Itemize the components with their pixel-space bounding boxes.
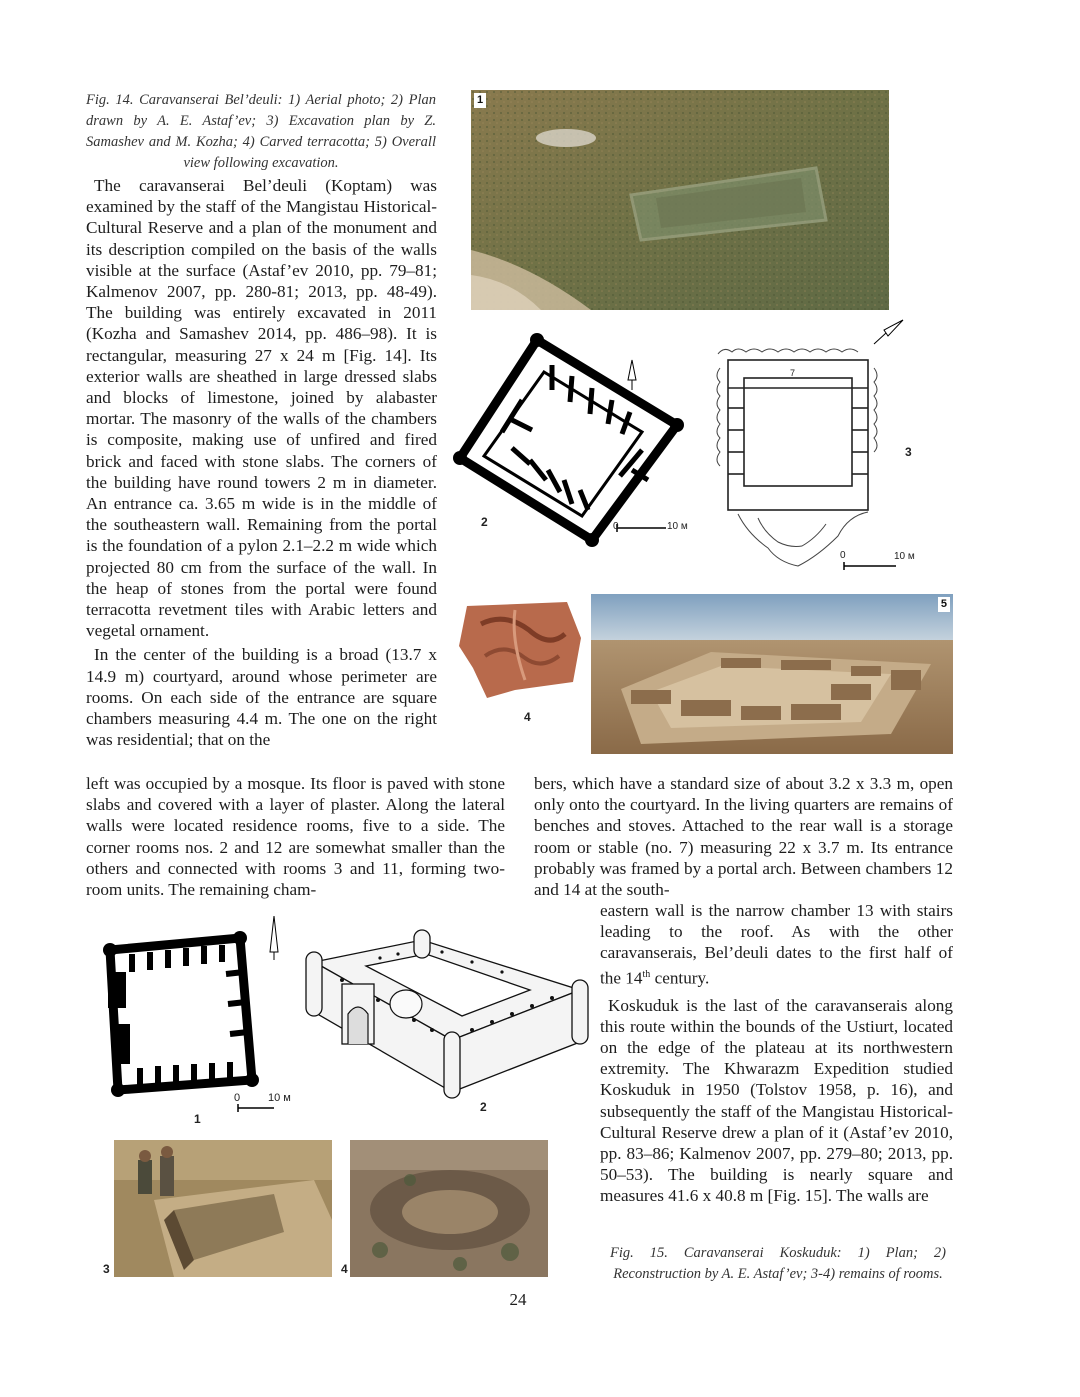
carved-terracotta-photo (455, 598, 585, 728)
koskuduk-reconstruction (302, 922, 592, 1122)
fig14-label-2: 2 (481, 515, 488, 529)
fig15-caption: Fig. 15. Caravanserai Koskuduk: 1) Plan; 2) Reconstruction by A. E. Astaf’ev; 3-4) remains of rooms. (610, 1245, 946, 1282)
date-text-end: century. (650, 968, 710, 988)
right-narrow-text (600, 900, 953, 1207)
room-photo-3-image (114, 1140, 332, 1277)
excavation-plan (698, 318, 928, 592)
scale2-end: 10 м (667, 521, 688, 532)
fig15-scale-zero: 0 (234, 1092, 241, 1104)
fig14-label-3: 3 (905, 445, 912, 459)
paragraph-koskuduk: Koskuduk is the last of the caravanserais along this route within the bounds of the Ustiurt, located on the edge of the plateau at its northwestern extremity. The Khwarazm Expedition studied Koskuduk in 1950 (Tolstov 1958, p. 16), and subsequently the staff of the Mangistau Historical-Cultural Reserve drew a plan of it (Astaf’ev 2010, pp. 83–86; Kalmenov 2007, pp. 279–80; 2013, pp. 50–53). The building is nearly square and measures 41.6 x 40.8 m [Fig. 15]. The walls are (600, 995, 953, 1206)
paragraph-beldeuli-intro: The caravanserai Bel’deuli (Koptam) was examined by the staff of the Mangistau Historical-Cultural Reserve and a plan of the monument and its description compiled on the basis of the walls visible at the surface (Astaf’ev 2010, pp. 79–81; Kalmenov 2007, pp. 280-81; 2013, pp. 48-49). The building was entirely excavated in 2011 (Kozha and Samashev 2014, pp. 486–98). It is rectangular, measuring 27 x 24 m [Fig. 14]. Its exterior walls are sheathed in large dressed slabs and blocks of limestone, joined by alabaster mortar. The masonry of the walls of the chambers is composite, making use of unfired and fired brick and faced with stone slabs. The corners of the building have round towers 2 m in diameter. An entrance ca. 3.65 m wide is in the middle of the southeastern wall. Remaining from the portal is the foundation of a pylon 2.1–2.2 m wide which projected 80 cm from the surface of the wall. In the heap of stones from the portal were found terracotta revetment tiles with Arabic letters and vegetal ornament. (86, 176, 437, 641)
koskuduk-room-photo-3 (100, 1140, 332, 1277)
ordinal-suffix: th (642, 968, 651, 980)
paragraph-chambers-cont (600, 900, 953, 989)
fig14-label-4: 4 (524, 710, 531, 724)
fig15-scale-end: 10 м (268, 1092, 291, 1104)
scale2-zero: 0 (613, 521, 619, 532)
date-text: eastern wall is the narrow chamber 13 with stairs leading to the roof. As with the other caravanserais, Bel’deuli dates to the first half of the 14 (600, 901, 953, 988)
right-wide-text (534, 773, 953, 900)
paragraph-courtyard: In the center of the building is a broad (13.7 x 14.9 m) courtyard, around whose perimeter are rooms. On each side of the entrance are square chambers measuring 4.4 m. The one on the right was residential; that on the (86, 645, 437, 750)
paragraph-courtyard-cont: left was occupied by a mosque. Its floor is paved with stone slabs and covered with a layer of plaster. Along the lateral walls were located residence rooms, five to a side. The corner rooms nos. 2 and 12 are somewhat smaller than the others and connected with rooms 3 and 11, forming two-room units. The remaining cham- (86, 774, 505, 900)
fig14-label-5: 5 (938, 597, 950, 612)
scale3-end: 10 м (894, 551, 915, 562)
fig14-label-1: 1 (474, 93, 486, 108)
koskuduk-room-photo-4 (340, 1140, 548, 1277)
fig15-label-2: 2 (480, 1100, 487, 1114)
scale3-zero: 0 (840, 550, 846, 561)
koskuduk-plan (88, 912, 310, 1132)
aerial-photo (471, 90, 889, 310)
left-column-text (86, 175, 437, 750)
plan3-room-7: 7 (790, 368, 796, 378)
plan-drawing-astafev (452, 330, 692, 552)
fig15-label-1: 1 (194, 1112, 201, 1126)
paragraph-chambers: bers, which have a standard size of about 3.2 x 3.3 m, open only onto the courtyard. In the living quarters are remains of benches and stoves. Attached to the rear wall is a storage room or stable (no. 7) measuring 22 x 3.7 m. Its entrance probably was framed by a portal arch. Between chambers 12 and 14 at the south- (534, 774, 953, 900)
left-wide-text (86, 773, 505, 900)
overall-view-photo (591, 594, 953, 754)
page-number: 24 (509, 1290, 527, 1309)
fig14-caption: Fig. 14. Caravanserai Bel’deuli: 1) Aerial photo; 2) Plan drawn by A. E. Astaf’ev; 3) Excavation plan by Z. Samashev and M. Kozha; 4) Carved terracotta; 5) Overall view following excavation. (86, 92, 436, 171)
room-photo-4-image (350, 1140, 548, 1277)
fig15-label-4: 4 (341, 1262, 348, 1276)
fig15-label-3: 3 (103, 1262, 110, 1276)
